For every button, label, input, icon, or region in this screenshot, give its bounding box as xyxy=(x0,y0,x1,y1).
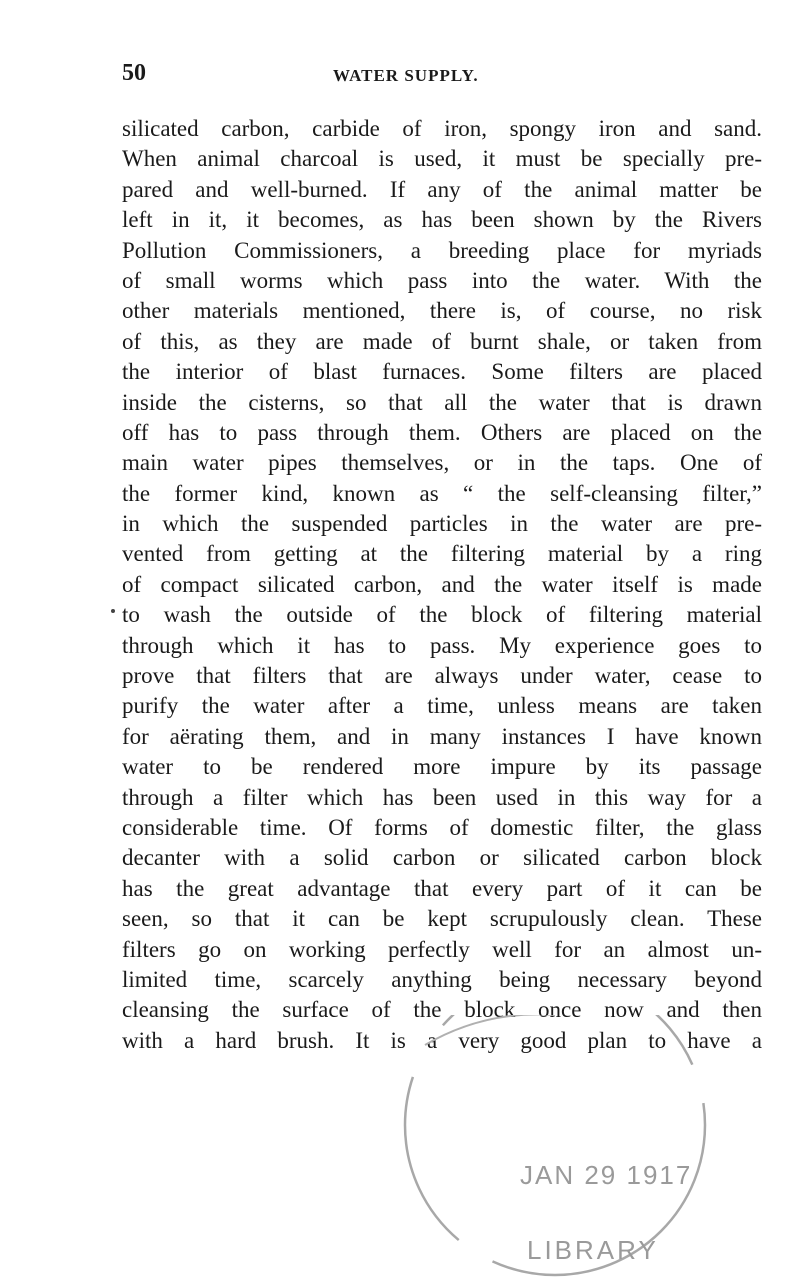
page-number: 50 xyxy=(122,60,146,86)
stamp-label: LIBRARY xyxy=(527,1235,659,1265)
text-line: has the great advantage that every part of it can be xyxy=(122,875,762,901)
text-line: in which the suspended particles in the water are pre- xyxy=(122,511,762,537)
text-line: of compact silicated carbon, and the water itself is made xyxy=(122,571,762,597)
text-line: through a filter which has been used in this way for a xyxy=(122,784,762,810)
text-line: with a hard brush. It is a very good plan to have a xyxy=(122,1027,762,1053)
text-line: the interior of blast furnaces. Some filters are placed xyxy=(122,359,762,385)
text-line: Pollution Commissioners, a breeding place for myriads xyxy=(122,237,762,263)
stray-mark xyxy=(111,609,115,613)
text-line: for aërating them, and in many instances I have known xyxy=(122,723,762,749)
text-line: silicated carbon, carbide of iron, spongy iron and sand. xyxy=(122,116,762,141)
text-line: considerable time. Of forms of domestic filter, the glass xyxy=(122,814,762,840)
text-line: to wash the outside of the block of filtering material xyxy=(122,602,762,628)
body-text xyxy=(122,114,762,1056)
text-line: water to be rendered more impure by its passage xyxy=(122,754,762,780)
text-line: other materials mentioned, there is, of course, no risk xyxy=(122,298,762,324)
text-line: the former kind, known as “ the self-cleansing filter,” xyxy=(122,480,762,506)
text-line: limited time, scarcely anything being necessary beyond xyxy=(122,966,762,992)
running-head: WATER SUPPLY. xyxy=(333,66,479,85)
text-line: prove that filters that are always under water, cease to xyxy=(122,663,762,689)
text-line: vented from getting at the filtering material by a ring xyxy=(122,541,762,567)
text-line: seen, so that it can be kept scrupulously clean. These xyxy=(122,906,762,932)
text-line: off has to pass through them. Others are placed on the xyxy=(122,419,762,445)
library-stamp xyxy=(385,1015,725,1280)
text-line: decanter with a solid carbon or silicated carbon block xyxy=(122,845,762,871)
text-line: through which it has to pass. My experience goes to xyxy=(122,632,762,658)
text-line: purify the water after a time, unless means are taken xyxy=(122,693,762,719)
text-line: inside the cisterns, so that all the water that is drawn xyxy=(122,389,762,415)
text-line: of this, as they are made of burnt shale, or taken from xyxy=(122,328,762,354)
text-line: When animal charcoal is used, it must be specially pre- xyxy=(122,146,762,172)
stamp-date: JAN 29 1917 xyxy=(520,1160,693,1190)
text-line: main water pipes themselves, or in the taps. One of xyxy=(122,450,762,476)
text-line: filters go on working perfectly well for an almost un- xyxy=(122,936,762,962)
text-line: of small worms which pass into the water. With the xyxy=(122,267,762,293)
text-line: left in it, it becomes, as has been shown by the Rivers xyxy=(122,207,762,233)
text-line: cleansing the surface of the block once now and then xyxy=(122,997,762,1023)
text-line: pared and well-burned. If any of the animal matter be xyxy=(122,176,762,202)
